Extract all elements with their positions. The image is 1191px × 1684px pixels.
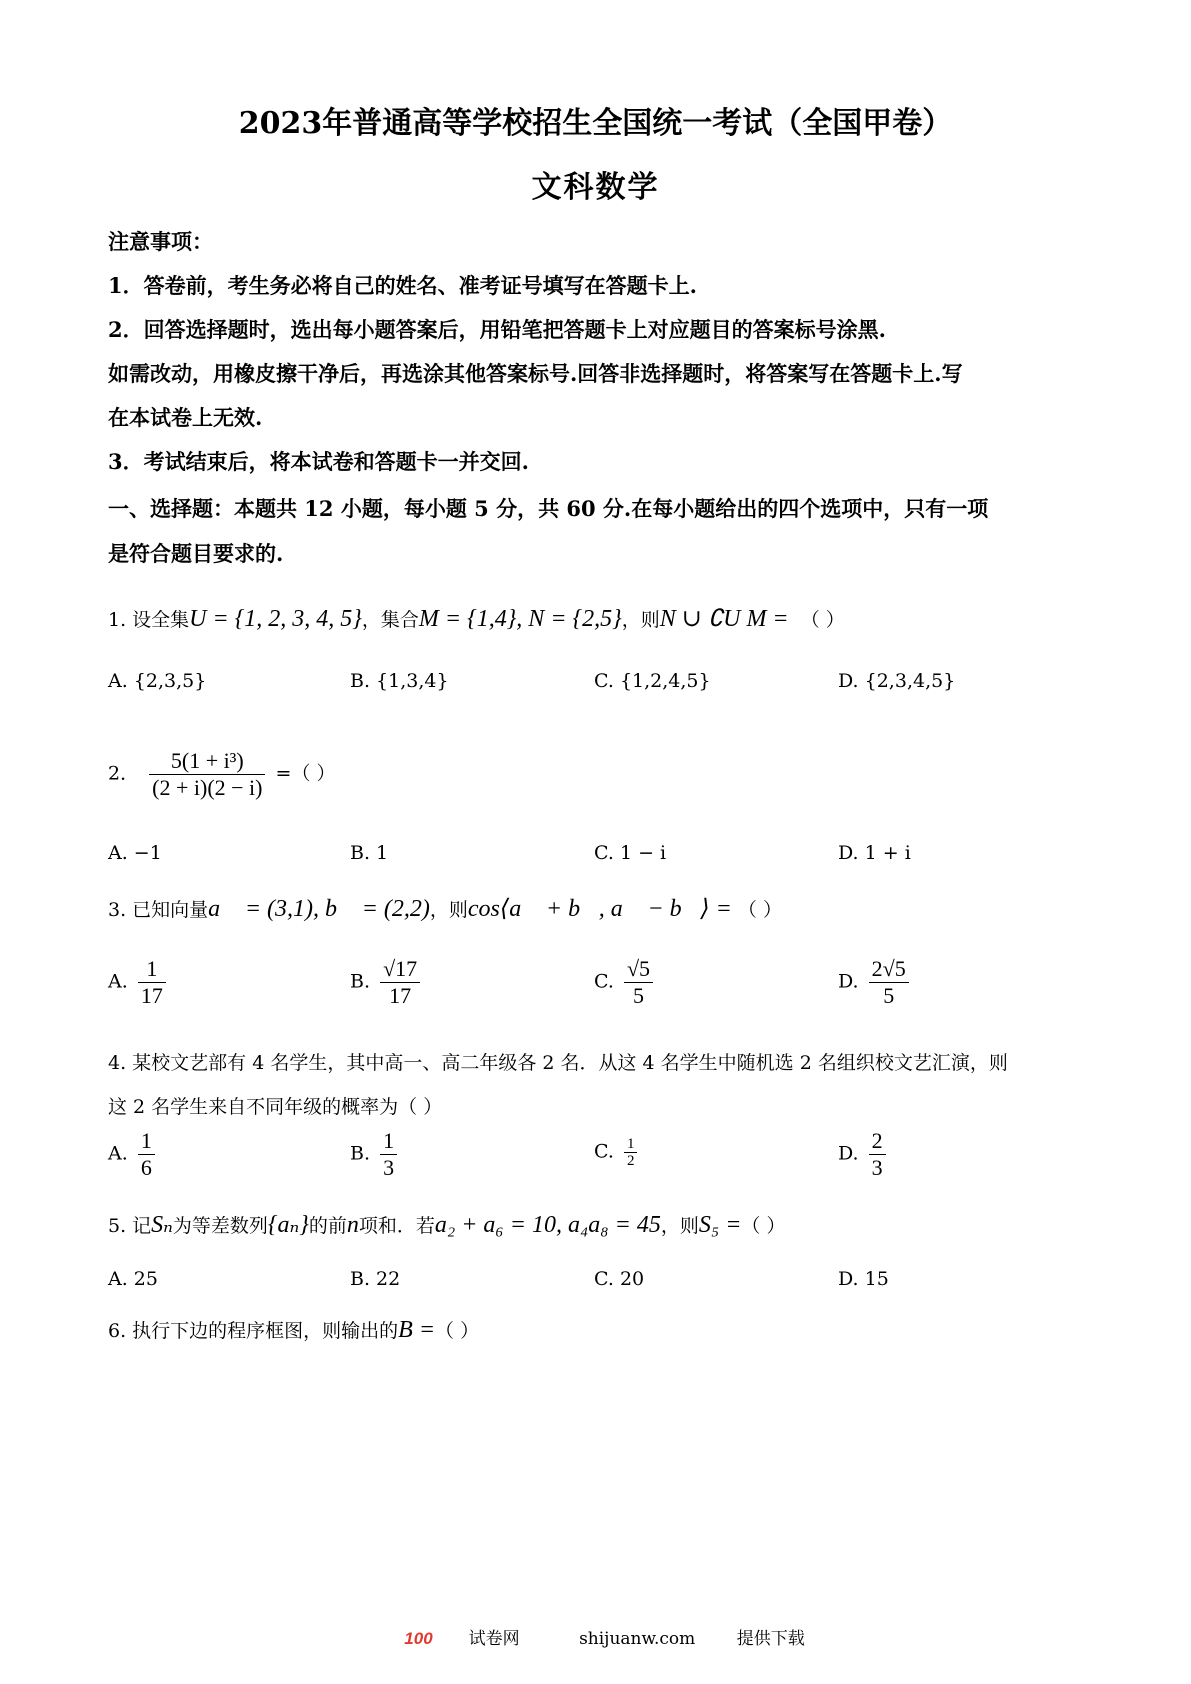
q2-equals: =（ ） — [275, 762, 336, 785]
exam-title: 2023年普通高等学校招生全国统一考试（全国甲卷） — [238, 106, 953, 141]
q4-option-b — [350, 1128, 401, 1181]
q4-c-num: 1 — [624, 1136, 638, 1153]
q5-condition: a₂ + a₆ = 10, a₄a₈ = 45 — [434, 1212, 661, 1238]
q1-option-d: D. {2,3,4,5} — [838, 670, 956, 692]
q4-c-den: 2 — [626, 1153, 635, 1169]
q1-mid2: ，则 — [621, 609, 660, 631]
q4-d-num: 2 — [869, 1128, 886, 1155]
q2-numerator: 5(1 + i³) — [149, 748, 265, 775]
page-footer — [0, 1624, 1191, 1649]
q4-option-c-label: C. — [594, 1140, 614, 1163]
q5-p3: 的前 — [308, 1215, 347, 1237]
q6-text: 6. 执行下边的程序框图，则输出的 — [108, 1320, 399, 1342]
q4-b-den: 3 — [383, 1155, 395, 1180]
q5-s5: S₅ = — [698, 1212, 742, 1238]
q1-option-a: A. {2,3,5} — [108, 670, 207, 692]
q6-paren: （ ） — [435, 1320, 480, 1342]
q4-d-den: 3 — [871, 1155, 883, 1180]
q2-option-a: A. −1 — [108, 842, 162, 864]
q3-d-den: 5 — [883, 983, 895, 1008]
q1-sets: M = {1,4}, N = {2,5} — [418, 606, 622, 632]
footer-url[interactable]: shijuanw.com — [579, 1629, 696, 1649]
q4-a-num: 1 — [138, 1128, 155, 1155]
q5-p4: 项和．若 — [358, 1215, 435, 1237]
notice-item-2: 2．回答选择题时，选出每小题答案后，用铅笔把答题卡上对应题目的答案标号涂黑. — [108, 317, 886, 342]
q4-b-num: 1 — [380, 1128, 397, 1155]
q2-fraction — [149, 748, 265, 801]
q5-n: n — [346, 1212, 359, 1238]
q5-an: {aₙ} — [267, 1212, 309, 1238]
q2-denominator: (2 + i)(2 − i) — [152, 775, 263, 800]
notice-item-1: 1．答卷前，考生务必将自己的姓名、准考证号填写在答题卡上. — [108, 273, 697, 298]
q1-expression: N ∪ ∁U M = — [659, 606, 789, 632]
q2-prefix: 2． — [108, 762, 140, 785]
q3-option-a-fraction — [138, 956, 166, 1009]
q3-b-num: √17 — [380, 956, 420, 983]
question-6 — [108, 1316, 479, 1344]
q3-a-num: 1 — [138, 956, 166, 983]
q3-c-den: 5 — [632, 983, 644, 1008]
q3-expression: cos⟨a⃗ + b⃗, a⃗ − b⃗⟩ = — [467, 896, 732, 922]
q3-option-d — [838, 956, 913, 1009]
footer-brand — [386, 1629, 537, 1649]
notice-heading: 注意事项： — [108, 229, 213, 254]
exam-subtitle: 文科数学 — [531, 170, 660, 205]
notice-item-2-end: 在本试卷上无效. — [108, 405, 263, 430]
q2-option-c: C. 1 − i — [594, 842, 667, 864]
q3-b-den: 17 — [389, 983, 412, 1008]
footer-provide: 提供下载 — [736, 1629, 805, 1649]
question-4-line-2: 这 2 名学生来自不同年级的概率为（ ） — [108, 1096, 443, 1118]
q3-prefix: 3. 已知向量 — [108, 899, 209, 921]
q4-option-d-label: D. — [838, 1142, 859, 1165]
q5-option-b: B. 22 — [350, 1268, 401, 1290]
q3-option-a-label: A. — [108, 970, 128, 993]
q5-option-d: D. 15 — [838, 1268, 889, 1290]
question-5 — [108, 1210, 785, 1239]
q4-option-a-fraction — [138, 1128, 155, 1181]
q3-option-c-fraction — [624, 956, 653, 1009]
q4-option-a-label: A. — [108, 1142, 128, 1165]
q6-b: B = — [398, 1317, 436, 1343]
q2-option-b: B. 1 — [350, 842, 389, 864]
q5-option-a: A. 25 — [108, 1268, 158, 1290]
q4-a-den: 6 — [140, 1155, 152, 1180]
section-heading-cont: 是符合题目要求的. — [108, 541, 284, 566]
q3-vectors: a⃗ = (3,1), b⃗ = (2,2) — [208, 896, 430, 922]
section-heading: 一、选择题：本题共 12 小题，每小题 5 分，共 60 分.在每小题给出的四个选项中，只有一项 — [108, 496, 989, 521]
q4-option-a — [108, 1128, 159, 1181]
q3-option-c — [594, 956, 657, 1009]
q3-option-c-label: C. — [594, 970, 614, 993]
q2-option-d: D. 1 + i — [838, 842, 911, 864]
q4-option-d — [838, 1128, 890, 1181]
q3-mid: ，则 — [429, 899, 468, 921]
q3-c-num: √5 — [624, 956, 653, 983]
q1-option-b: B. {1,3,4} — [350, 670, 449, 692]
q3-paren: （ ） — [737, 899, 782, 921]
site-logo: 100 — [404, 1629, 433, 1648]
q4-option-b-fraction — [380, 1128, 397, 1181]
q1-paren: （ ） — [800, 609, 845, 631]
notice-item-2-cont: 如需改动，用橡皮擦干净后，再选涂其他答案标号.回答非选择题时，将答案写在答题卡上.写 — [108, 361, 963, 386]
q1-option-c: C. {1,2,4,5} — [594, 670, 711, 692]
q3-option-d-fraction — [869, 956, 909, 1009]
q5-option-c: C. 20 — [594, 1268, 645, 1290]
q3-a-den: 17 — [140, 983, 163, 1008]
q4-option-d-fraction — [869, 1128, 886, 1181]
q5-sn: Sₙ — [151, 1212, 173, 1238]
q4-option-c-fraction — [624, 1136, 638, 1169]
question-4-line-1: 4. 某校文艺部有 4 名学生，其中高一、高二年级各 2 名．从这 4 名学生中随机选 2 名组织校文艺汇演，则 — [108, 1052, 1008, 1074]
question-1 — [108, 604, 845, 633]
q3-option-b-fraction — [380, 956, 420, 1009]
q1-mid: ，集合 — [361, 609, 419, 631]
q5-p5: ，则 — [660, 1215, 699, 1237]
q4-option-c — [594, 1136, 641, 1169]
notice-item-3: 3．考试结束后，将本试卷和答题卡一并交回. — [108, 449, 529, 474]
q3-option-d-label: D. — [838, 970, 859, 993]
q1-universal-set: U = {1, 2, 3, 4, 5} — [189, 606, 362, 632]
q1-prefix: 1. 设全集 — [108, 609, 190, 631]
question-2 — [108, 748, 336, 801]
q3-option-b-label: B. — [350, 970, 371, 993]
q3-option-a — [108, 956, 170, 1009]
q3-option-b — [350, 956, 424, 1009]
q3-d-num: 2√5 — [869, 956, 909, 983]
q5-p2: 为等差数列 — [172, 1215, 268, 1237]
question-3 — [108, 894, 782, 923]
q4-option-b-label: B. — [350, 1142, 371, 1165]
q5-paren: （ ） — [741, 1215, 786, 1237]
q5-p1: 5. 记 — [108, 1215, 152, 1237]
footer-site-name: 试卷网 — [468, 1629, 520, 1649]
